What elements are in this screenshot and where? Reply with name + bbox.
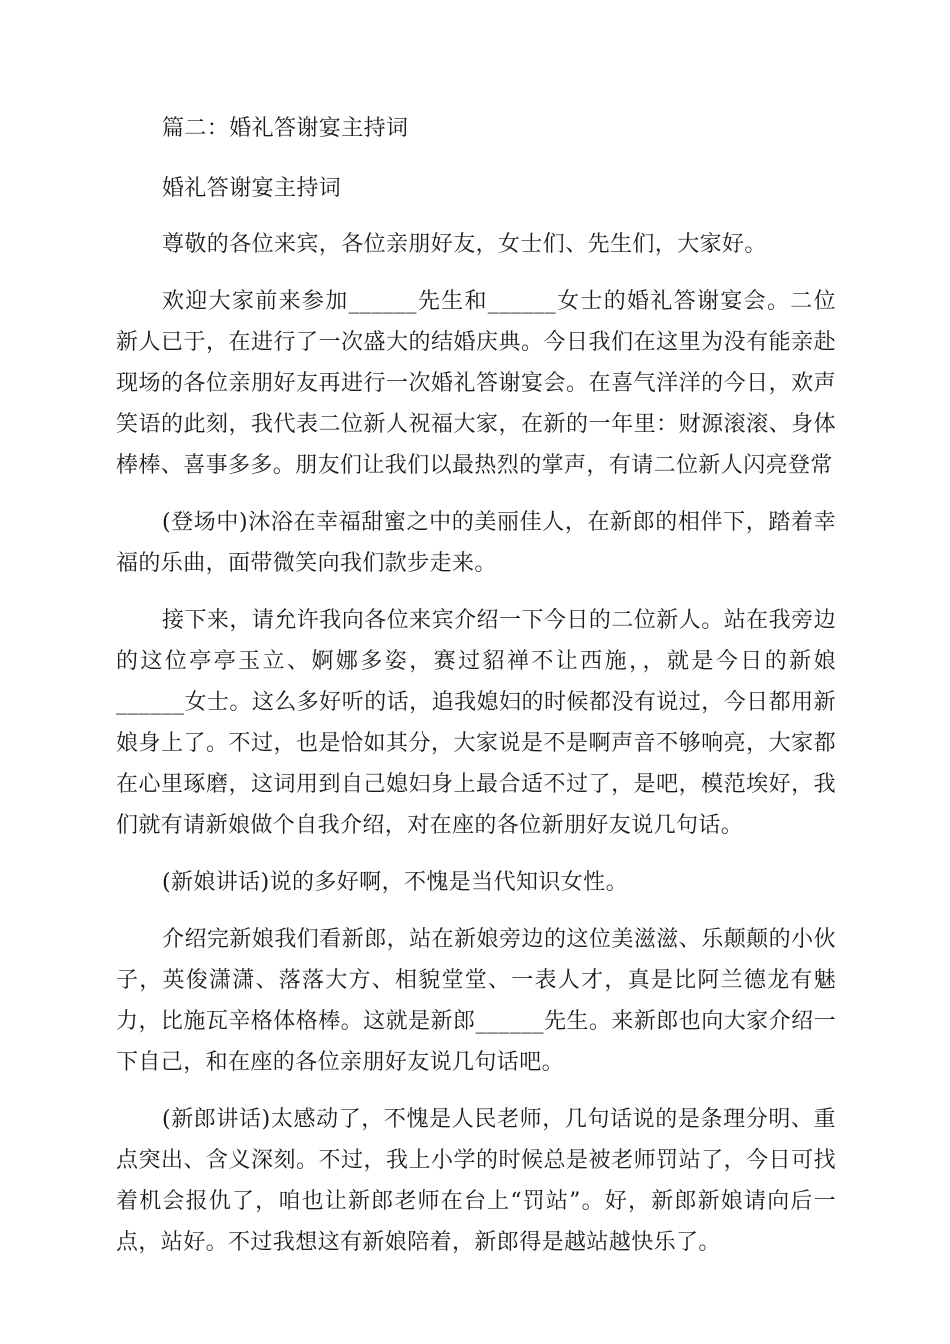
paragraph-greeting: 尊敬的各位来宾，各位亲朋好友，女士们、先生们，大家好。 [162,232,767,257]
document-title: 婚礼答谢宴主持词 [162,176,342,201]
section-title: 篇二：婚礼答谢宴主持词 [162,116,409,141]
paragraph-groom-intro: 介绍完新娘我们看新郎，站在新娘旁边的这位美滋滋、乐颠颠的小伙子，英俊潇潇、落落大方、相貌堂堂、一表人才，真是比阿兰德龙有魅力，比施瓦辛格体格棒。这就是新郎______先生。来新郎也向大家介绍一下自己，和在座的各位亲朋好友说几句话吧。 [116,927,836,1075]
paragraph-bride-intro: 接下来，请允许我向各位来宾介绍一下今日的二位新人。站在我旁边的这位亭亭玉立、婀娜多姿，赛过貂禅不让西施，，就是今日的新娘______女士。这么多好听的话，追我媳妇的时候都没有说过，今日都用新娘身上了。不过，也是恰如其分，大家说是不是啊声音不够响亮，大家都在心里琢磨，这词用到自己媳妇身上最合适不过了，是吧，模范埃好，我们就有请新娘做个自我介绍，对在座的各位新朋好友说几句话。 [116,608,836,838]
paragraph-welcome: 欢迎大家前来参加______先生和______女士的婚礼答谢宴会。二位新人已于，在进行了一次盛大的结婚庆典。今日我们在这里为没有能亲赴现场的各位亲朋好友再进行一次婚礼答谢宴会。在喜气洋洋的今日，欢声笑语的此刻，我代表二位新人祝福大家，在新的一年里：财源滚滚、身体棒棒、喜事多多。朋友们让我们以最热烈的掌声，有请二位新人闪亮登常 [116,289,836,478]
document-body [116,108,836,1263]
paragraph-entrance: (登场中)沐浴在幸福甜蜜之中的美丽佳人，在新郎的相伴下，踏着幸福的乐曲，面带微笑向我们款步走来。 [116,510,836,576]
paragraph-groom-speech: (新郎讲话)太感动了，不愧是人民老师，几句话说的是条理分明、重点突出、含义深刻。不过，我上小学的时候总是被老师罚站了，今日可找着机会报仇了，咱也让新郎老师在台上“罚站”。好，新郎新娘请向后一点，站好。不过我想这有新娘陪着，新郎得是越站越快乐了。 [116,1107,836,1255]
paragraph-bride-speech: (新娘讲话)说的多好啊，不愧是当代知识女性。 [162,870,628,895]
